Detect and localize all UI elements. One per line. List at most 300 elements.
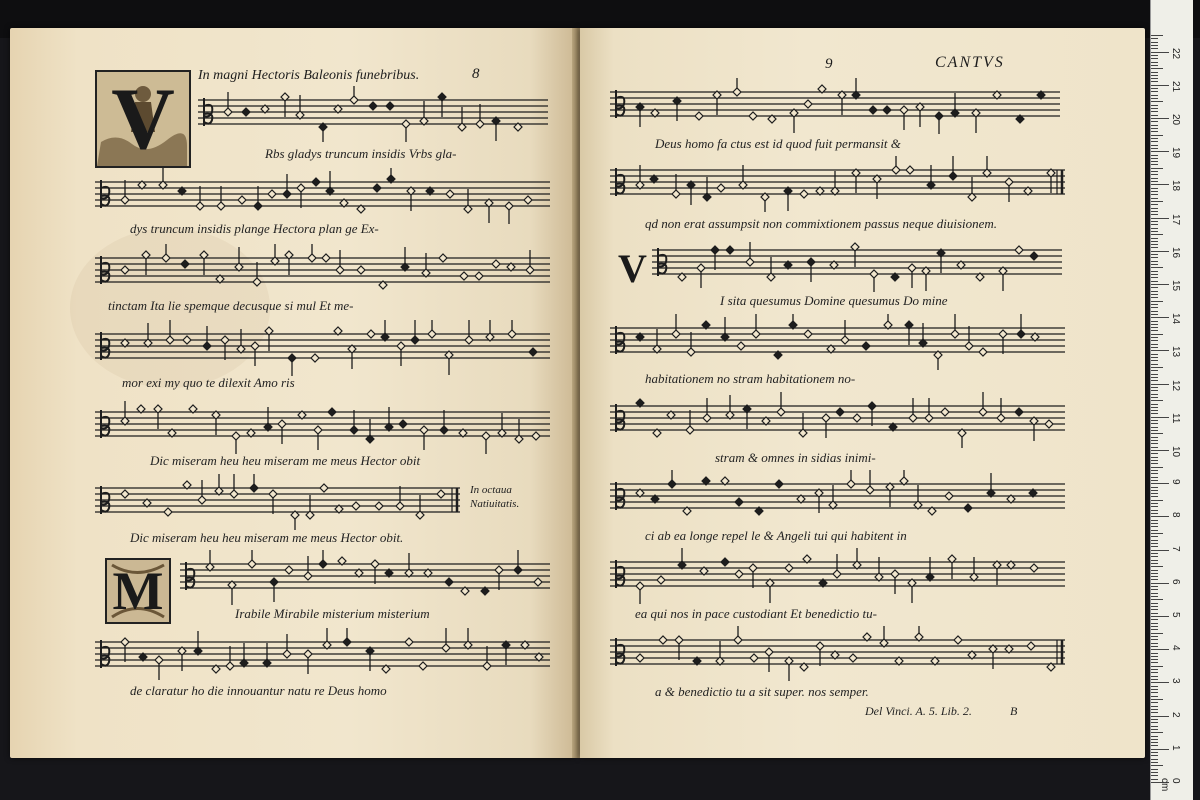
ruler-tick	[1151, 267, 1163, 268]
note-head	[733, 88, 741, 96]
note-head	[737, 342, 745, 350]
note-head	[475, 272, 483, 280]
ruler-tick	[1151, 702, 1158, 703]
note-head	[297, 184, 305, 192]
note-head	[870, 270, 878, 278]
ruler-tick	[1151, 433, 1163, 434]
footer-attribution: Del Vinci. A. 5. Lib. 2.	[865, 704, 972, 718]
note-head	[162, 254, 170, 262]
ruler-tick	[1151, 769, 1158, 770]
ruler-tick	[1151, 676, 1158, 677]
ruler-tick	[1151, 118, 1169, 119]
music-staff	[95, 398, 550, 454]
ruler-tick	[1151, 108, 1158, 109]
note-head	[350, 96, 358, 104]
note-head	[314, 426, 322, 434]
note-head	[1030, 252, 1038, 260]
ruler-tick	[1151, 437, 1158, 438]
note-head	[862, 342, 870, 350]
ruler-tick	[1151, 324, 1158, 325]
note-head	[440, 426, 448, 434]
ruler-tick	[1151, 357, 1158, 358]
ruler-tick	[1151, 241, 1158, 242]
ruler-tick	[1151, 729, 1158, 730]
ruler-tick	[1151, 95, 1158, 96]
ruler-tick	[1151, 158, 1158, 159]
footer-signature: B	[1010, 704, 1018, 718]
note-head	[336, 266, 344, 274]
note-head	[804, 330, 812, 338]
note-head	[883, 106, 891, 114]
initial-letter: V	[111, 70, 175, 168]
note-head	[749, 564, 757, 572]
note-head	[420, 426, 428, 434]
measurement-ruler	[1150, 0, 1193, 800]
ruler-tick	[1151, 739, 1158, 740]
ruler-tick	[1151, 606, 1158, 607]
ruler-tick	[1151, 516, 1169, 517]
ruler-tick	[1151, 669, 1158, 670]
ruler-tick	[1151, 586, 1158, 587]
ruler-tick	[1151, 619, 1158, 620]
ruler-tick	[1151, 659, 1158, 660]
note-head	[375, 502, 383, 510]
ruler-tick	[1151, 523, 1158, 524]
ruler-tick	[1151, 374, 1158, 375]
ruler-tick	[1151, 626, 1158, 627]
ruler-tick	[1151, 294, 1158, 295]
note-head	[750, 654, 758, 662]
ruler-tick	[1151, 533, 1163, 534]
ruler-tick	[1151, 191, 1158, 192]
ruler-tick	[1151, 427, 1158, 428]
ruler-tick	[1151, 646, 1158, 647]
note-head	[343, 638, 351, 646]
note-head	[997, 414, 1005, 422]
note-head	[476, 120, 484, 128]
note-head	[734, 636, 742, 644]
ruler-tick	[1151, 483, 1169, 484]
ruler-tick	[1151, 145, 1158, 146]
ruler-tick	[1151, 686, 1158, 687]
ruler-tick	[1151, 404, 1158, 405]
note-head	[800, 190, 808, 198]
open-book	[10, 28, 1145, 768]
ruler-tick	[1151, 330, 1158, 331]
ruler-tick	[1151, 204, 1158, 205]
ruler-tick	[1151, 749, 1169, 750]
ruler-tick	[1151, 251, 1169, 252]
ruler-tick	[1151, 566, 1163, 567]
ruler-label: 21	[1170, 80, 1181, 92]
note-head	[735, 498, 743, 506]
ruler-tick	[1151, 291, 1158, 292]
side-note: In octaua Natiuitatis.	[470, 484, 520, 510]
ruler-tick	[1151, 400, 1163, 401]
note-head	[636, 582, 644, 590]
ruler-tick	[1151, 214, 1158, 215]
ruler-tick	[1151, 570, 1158, 571]
ruler-tick	[1151, 238, 1158, 239]
ruler-tick	[1151, 543, 1158, 544]
note-head	[935, 112, 943, 120]
ruler-label: 17	[1170, 213, 1181, 225]
note-head	[411, 336, 419, 344]
note-head	[672, 190, 680, 198]
ruler-tick	[1151, 307, 1158, 308]
note-head	[1017, 330, 1025, 338]
ruler-tick	[1151, 447, 1158, 448]
note-head	[807, 258, 815, 266]
note-head	[373, 184, 381, 192]
note-head	[505, 202, 513, 210]
ruler-tick	[1151, 599, 1163, 600]
note-head	[954, 636, 962, 644]
lyric-line: qd non erat assumpsit non commixtionem passus neque diuisionem.	[645, 216, 998, 231]
note-head	[847, 480, 855, 488]
note-head	[253, 278, 261, 286]
ruler-tick	[1151, 281, 1158, 282]
ruler-tick	[1151, 65, 1158, 66]
ruler-label: 6	[1170, 578, 1181, 585]
note-head	[765, 648, 773, 656]
lyric-line: habitationem no stram habitationem no-	[645, 371, 856, 386]
ruler-tick	[1151, 198, 1158, 199]
ruler-tick	[1151, 682, 1169, 683]
ruler-label: 19	[1170, 147, 1181, 159]
music-staff	[95, 474, 460, 530]
note-head	[166, 336, 174, 344]
lyric-line: de claratur ho die innouantur natu re Deus homo	[130, 683, 387, 698]
ruler-tick	[1151, 148, 1158, 149]
note-head	[285, 566, 293, 574]
ruler-tick	[1151, 672, 1158, 673]
ruler-tick	[1151, 407, 1158, 408]
ruler-tick	[1151, 384, 1169, 385]
ruler-tick	[1151, 506, 1158, 507]
ruler-tick	[1151, 387, 1158, 388]
note-head	[217, 202, 225, 210]
ruler-tick	[1151, 467, 1163, 468]
ruler-tick	[1151, 224, 1158, 225]
ruler-tick	[1151, 35, 1163, 36]
ruler-tick	[1151, 81, 1158, 82]
ruler-tick	[1151, 317, 1169, 318]
ruler-tick	[1151, 45, 1158, 46]
note-head	[868, 402, 876, 410]
ruler-tick	[1151, 732, 1163, 733]
note-head	[224, 108, 232, 116]
note-head	[892, 166, 900, 174]
ruler-tick	[1151, 443, 1158, 444]
ruler-tick	[1151, 496, 1158, 497]
music-staff	[610, 314, 1065, 370]
music-staff	[95, 320, 550, 376]
music-staff	[610, 78, 1060, 134]
page-number: 8	[472, 66, 480, 82]
ruler-tick	[1151, 457, 1158, 458]
lyric-line: Rbs gladys truncum insidis Vrbs gla-	[265, 146, 457, 161]
ruler-label: 3	[1170, 678, 1181, 684]
page-number: 9	[825, 56, 833, 72]
ruler-tick	[1151, 629, 1158, 630]
ruler-tick	[1151, 752, 1158, 753]
note-head	[1015, 408, 1023, 416]
note-head	[908, 264, 916, 272]
ruler-tick	[1151, 736, 1158, 737]
ruler-tick	[1151, 636, 1158, 637]
ruler-tick	[1151, 719, 1158, 720]
note-head	[785, 564, 793, 572]
ruler-tick	[1151, 211, 1158, 212]
lyric-line: mor exi my quo te dilexit Amo ris	[122, 375, 295, 390]
ruler-tick	[1151, 311, 1158, 312]
ruler-tick	[1151, 772, 1158, 773]
note-head	[437, 490, 445, 498]
note-head	[121, 490, 129, 498]
note-head	[226, 662, 234, 670]
ruler-tick	[1151, 712, 1158, 713]
initial-letter: V	[618, 246, 647, 291]
ruler-tick	[1151, 244, 1158, 245]
note-head	[357, 266, 365, 274]
ruler-tick	[1151, 556, 1158, 557]
note-head	[999, 330, 1007, 338]
part-name: CANTVS	[935, 54, 1005, 71]
ruler-tick	[1151, 423, 1158, 424]
note-head	[686, 426, 694, 434]
ruler-tick	[1151, 470, 1158, 471]
ruler-tick	[1151, 573, 1158, 574]
note-head	[483, 662, 491, 670]
note-head	[777, 408, 785, 416]
ruler-tick	[1151, 151, 1169, 152]
ruler-tick	[1151, 613, 1158, 614]
ruler-tick	[1151, 460, 1158, 461]
ruler-tick	[1151, 141, 1158, 142]
ruler-tick	[1151, 656, 1158, 657]
note-head	[367, 330, 375, 338]
ruler-tick	[1151, 699, 1163, 700]
ruler-tick	[1151, 360, 1158, 361]
note-head	[350, 426, 358, 434]
ruler-tick	[1151, 135, 1163, 136]
ruler-tick	[1151, 526, 1158, 527]
ruler-tick	[1151, 264, 1158, 265]
ruler-tick	[1151, 649, 1169, 650]
ruler-tick	[1151, 287, 1158, 288]
lyric-line: ea qui nos in pace custodiant Et benedictio tu-	[635, 606, 877, 621]
ruler-tick	[1151, 536, 1158, 537]
note-head	[514, 566, 522, 574]
note-head	[703, 414, 711, 422]
note-head	[369, 102, 377, 110]
music-staff	[180, 550, 550, 606]
ruler-tick	[1151, 755, 1158, 756]
ruler-tick	[1151, 164, 1158, 165]
ruler-label: 0 cm	[1159, 778, 1181, 792]
note-head	[941, 408, 949, 416]
ruler-label: 22	[1170, 47, 1181, 59]
note-head	[979, 348, 987, 356]
ruler-tick	[1151, 417, 1169, 418]
note-head	[311, 354, 319, 362]
note-head	[687, 348, 695, 356]
right-page	[580, 28, 1145, 758]
music-staff	[95, 628, 550, 684]
ruler-tick	[1151, 105, 1158, 106]
ruler-tick	[1151, 234, 1163, 235]
note-head	[866, 486, 874, 494]
ruler-tick	[1151, 52, 1169, 53]
page-heading: In magni Hectoris Baleonis funebribus.	[198, 68, 420, 83]
note-head	[402, 120, 410, 128]
ruler-tick	[1151, 639, 1158, 640]
lyric-line: dys truncum insidis plange Hectora plan ge Ex-	[130, 221, 379, 236]
note-head	[833, 570, 841, 578]
ruler-tick	[1151, 490, 1158, 491]
ruler-label: 8	[1170, 512, 1181, 518]
note-head	[238, 196, 246, 204]
ruler-tick	[1151, 321, 1158, 322]
note-head	[816, 642, 824, 650]
music-staff	[610, 548, 1065, 604]
ruler-tick	[1151, 593, 1158, 594]
ruler-tick	[1151, 609, 1158, 610]
ruler-tick	[1151, 653, 1158, 654]
note-head	[121, 638, 129, 646]
ruler-tick	[1151, 530, 1158, 531]
ruler-tick	[1151, 178, 1158, 179]
initial-letter: M	[112, 561, 164, 621]
ruler-tick	[1151, 762, 1158, 763]
note-head	[419, 662, 427, 670]
note-head	[906, 166, 914, 174]
ruler-tick	[1151, 168, 1163, 169]
lyric-line: stram & omnes in sidias inimi-	[715, 450, 876, 465]
ruler-tick	[1151, 510, 1158, 511]
ruler-tick	[1151, 397, 1158, 398]
ruler-tick	[1151, 48, 1158, 49]
note-head	[251, 342, 259, 350]
note-head	[322, 254, 330, 262]
ruler-tick	[1151, 716, 1169, 717]
note-head	[945, 492, 953, 500]
note-head	[526, 266, 534, 274]
note-head	[979, 408, 987, 416]
ruler-tick	[1151, 513, 1158, 514]
lyric-line: I sita quesumus Domine quesumus Do mine	[720, 293, 948, 308]
ruler-label: 20	[1170, 114, 1181, 126]
ruler-tick	[1151, 208, 1158, 209]
note-head	[304, 572, 312, 580]
lyric-line: ci ab ea longe repel le & Angeli tui qui habitent in	[645, 528, 907, 543]
music-staff	[95, 244, 550, 300]
ruler-tick	[1151, 138, 1158, 139]
ruler-label: 5	[1170, 612, 1181, 618]
ruler-tick	[1151, 247, 1158, 248]
note-head	[532, 432, 540, 440]
ruler-tick	[1151, 390, 1158, 391]
ruler-tick	[1151, 115, 1158, 116]
ruler-tick	[1151, 344, 1158, 345]
note-head	[672, 330, 680, 338]
note-head	[196, 202, 204, 210]
ruler-label: 12	[1170, 379, 1181, 391]
ruler-tick	[1151, 367, 1163, 368]
note-head	[221, 336, 229, 344]
ruler-label: 18	[1170, 180, 1181, 192]
ruler-tick	[1151, 779, 1158, 780]
ruler-tick	[1151, 692, 1158, 693]
note-head	[508, 330, 516, 338]
ruler-tick	[1151, 576, 1158, 577]
note-head	[524, 196, 532, 204]
note-head	[697, 264, 705, 272]
note-head	[181, 260, 189, 268]
ruler-tick	[1151, 337, 1158, 338]
note-head	[250, 484, 258, 492]
note-head	[232, 432, 240, 440]
ruler-label: 7	[1170, 545, 1181, 552]
lyric-line: Dic miseram heu heu miseram me meus Hector obit	[150, 453, 421, 468]
ruler-tick	[1151, 38, 1158, 39]
ruler-tick	[1151, 58, 1158, 59]
note-head	[278, 420, 286, 428]
ruler-tick	[1151, 666, 1163, 667]
ruler-tick	[1151, 480, 1158, 481]
ruler-label: 1	[1170, 744, 1181, 751]
ruler-tick	[1151, 42, 1158, 43]
ruler-tick	[1151, 623, 1158, 624]
ruler-tick	[1151, 174, 1158, 175]
note-head	[909, 414, 917, 422]
ruler-tick	[1151, 377, 1158, 378]
ruler-tick	[1151, 98, 1158, 99]
note-head	[746, 258, 754, 266]
ruler-tick	[1151, 125, 1158, 126]
ruler-tick	[1151, 155, 1158, 156]
note-head	[735, 570, 743, 578]
note-head	[836, 408, 844, 416]
ruler-tick	[1151, 171, 1158, 172]
note-head	[439, 254, 447, 262]
ruler-tick	[1151, 473, 1158, 474]
note-head	[405, 638, 413, 646]
ruler-tick	[1151, 440, 1158, 441]
note-head	[1005, 178, 1013, 186]
note-head	[869, 106, 877, 114]
music-staff	[95, 168, 550, 224]
ruler-tick	[1151, 301, 1163, 302]
note-head	[269, 490, 277, 498]
ruler-tick	[1151, 277, 1158, 278]
ruler-tick	[1151, 633, 1163, 634]
note-head	[308, 254, 316, 262]
ruler-tick	[1151, 679, 1158, 680]
note-head	[164, 508, 172, 516]
ruler-tick	[1151, 616, 1169, 617]
note-head	[951, 330, 959, 338]
ruler-tick	[1151, 88, 1158, 89]
ruler-tick	[1151, 589, 1158, 590]
ruler-label: 15	[1170, 280, 1181, 292]
ruler-tick	[1151, 553, 1158, 554]
ruler-tick	[1151, 765, 1163, 766]
ruler-tick	[1151, 72, 1158, 73]
note-head	[352, 502, 360, 510]
ruler-tick	[1151, 603, 1158, 604]
